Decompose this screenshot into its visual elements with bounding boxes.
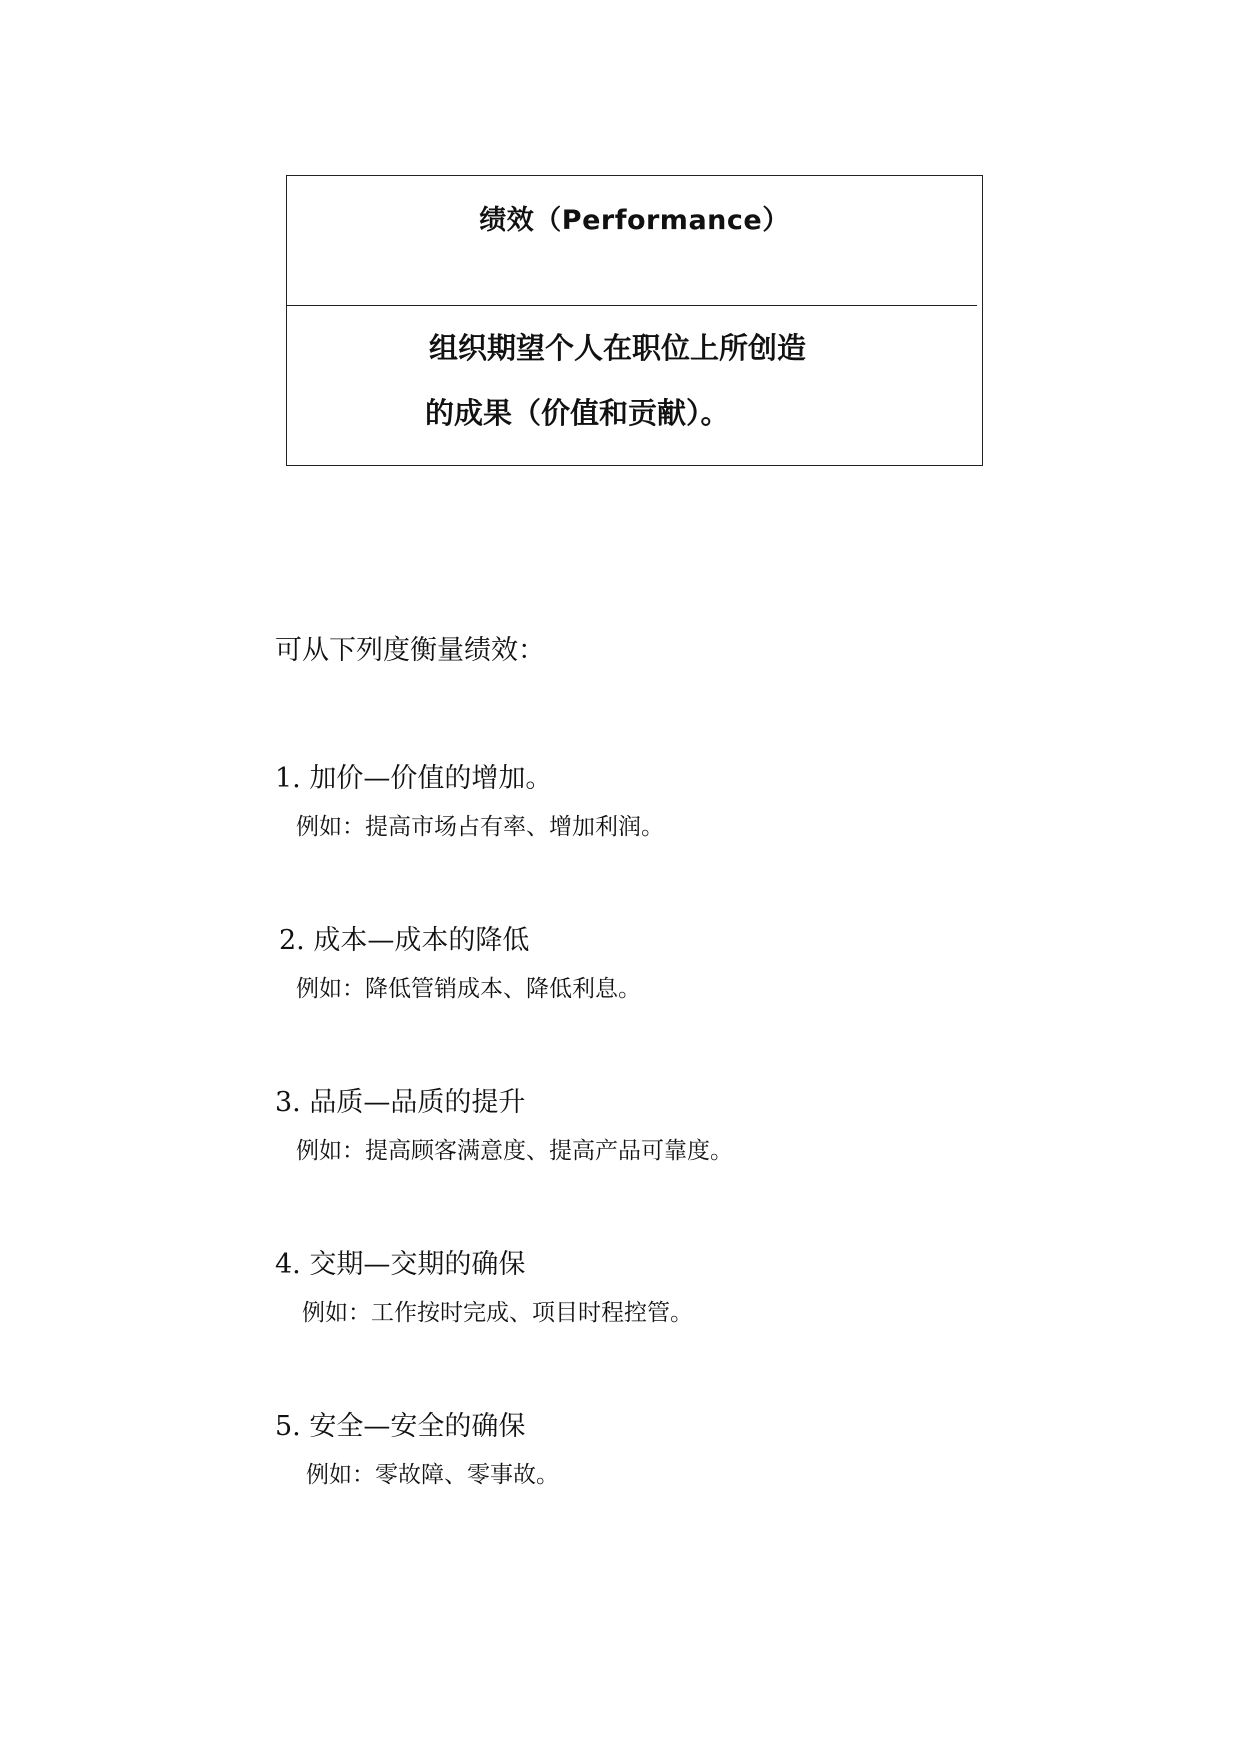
- item-5-heading: 5. 安全—安全的确保: [275, 1411, 526, 1442]
- item-1-example: 例如：提高市场占有率、增加利润。: [296, 814, 664, 840]
- item-2-heading: 2. 成本—成本的降低: [279, 925, 530, 956]
- intro-text: 可从下列度衡量绩效：: [275, 635, 545, 666]
- item-4-heading: 4. 交期—交期的确保: [275, 1249, 526, 1280]
- definition-box: [286, 175, 983, 466]
- definition-text-line-2: 的成果（价值和贡献）。: [425, 396, 730, 430]
- definition-text-line-1: 组织期望个人在职位上所创造: [429, 331, 807, 365]
- item-2-example: 例如：降低管销成本、降低利息。: [296, 976, 641, 1002]
- item-4-example: 例如：工作按时完成、项目时程控管。: [302, 1300, 693, 1326]
- item-3-example: 例如：提高顾客满意度、提高产品可靠度。: [296, 1138, 733, 1164]
- item-1-heading: 1. 加价—价值的增加。: [275, 763, 553, 794]
- item-3-heading: 3. 品质—品质的提升: [275, 1087, 526, 1118]
- definition-divider: [287, 305, 977, 306]
- item-5-example: 例如：零故障、零事故。: [306, 1462, 559, 1488]
- definition-title: 绩效（Performance）: [479, 205, 790, 236]
